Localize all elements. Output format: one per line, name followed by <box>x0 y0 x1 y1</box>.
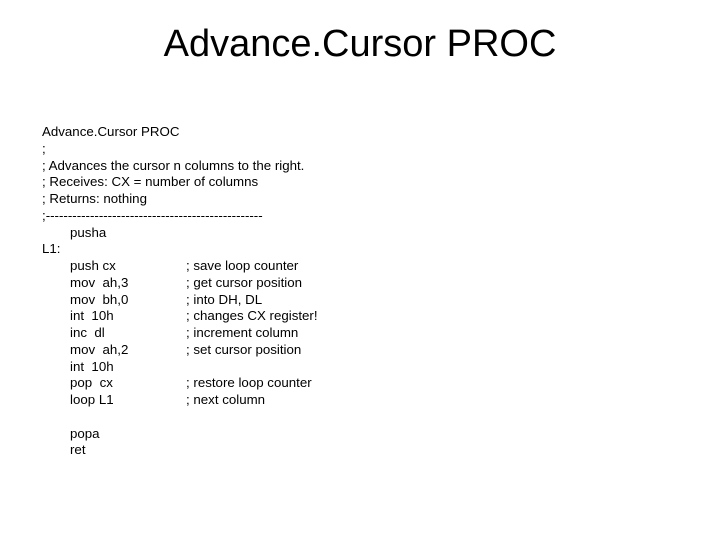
code-line <box>42 141 682 158</box>
code-line <box>42 426 682 443</box>
code-comment: ; into DH, DL <box>186 291 263 307</box>
code-instruction: int 10h <box>70 308 114 324</box>
code-line <box>42 258 682 275</box>
code-instruction: pusha <box>70 224 107 240</box>
code-line <box>42 241 682 258</box>
code-instruction: L1: <box>42 241 61 257</box>
code-line <box>42 124 682 141</box>
code-comment: ; increment column <box>186 325 299 340</box>
code-instruction: inc dl <box>70 325 105 340</box>
code-line <box>42 225 682 242</box>
code-line <box>42 392 682 409</box>
code-instruction: popa <box>70 425 100 441</box>
code-comment: ; get cursor position <box>186 274 303 290</box>
code-instruction: Advance.Cursor PROC <box>42 124 180 139</box>
code-instruction: ; Advances the cursor n columns to the right. <box>42 157 305 173</box>
code-comment: ; set cursor position <box>186 341 302 357</box>
code-line <box>42 359 682 376</box>
code-line <box>42 442 682 459</box>
code-comment: ; next column <box>186 392 266 407</box>
code-instruction: ;------------------------------------------------- <box>42 207 263 223</box>
code-instruction: ; Returns: nothing <box>42 191 147 206</box>
code-comment: ; save loop counter <box>186 258 299 273</box>
code-line <box>42 208 682 225</box>
code-line <box>42 174 682 191</box>
code-instruction: mov bh,0 <box>70 291 129 307</box>
code-listing <box>42 124 682 459</box>
code-instruction: ; <box>42 140 46 156</box>
code-line <box>42 409 682 426</box>
code-line <box>42 308 682 325</box>
code-comment: ; changes CX register! <box>186 308 318 324</box>
code-line <box>42 275 682 292</box>
code-instruction: push cx <box>70 258 116 273</box>
code-instruction: ; Receives: CX = number of columns <box>42 174 259 190</box>
code-instruction: pop cx <box>70 375 113 391</box>
code-comment: ; restore loop counter <box>186 375 312 391</box>
code-line <box>42 342 682 359</box>
code-instruction: int 10h <box>70 358 114 374</box>
code-instruction: loop L1 <box>70 392 114 407</box>
code-instruction: ret <box>70 442 86 458</box>
code-line <box>42 191 682 208</box>
code-line <box>42 375 682 392</box>
code-line <box>42 158 682 175</box>
code-line <box>42 292 682 309</box>
slide-title: Advance.Cursor PROC <box>163 23 557 65</box>
code-instruction: mov ah,3 <box>70 274 129 290</box>
code-line <box>42 325 682 342</box>
code-instruction: mov ah,2 <box>70 341 129 357</box>
